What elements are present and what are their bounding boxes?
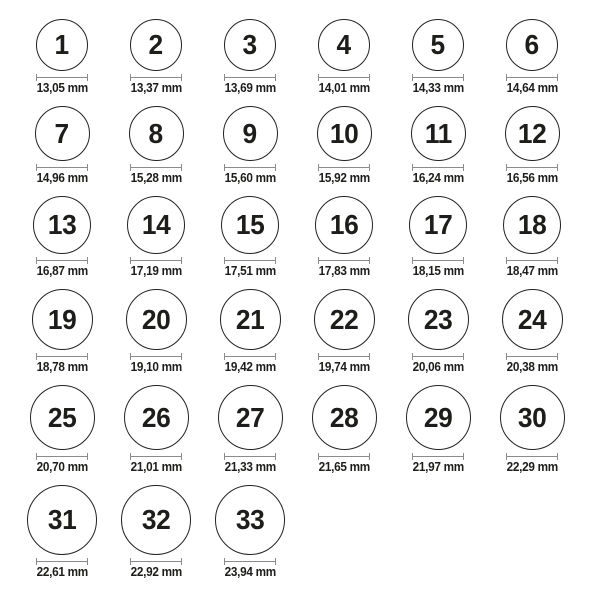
ring-size-cell bbox=[109, 385, 203, 473]
ring-size-number: 21 bbox=[235, 303, 265, 335]
ring-size-cell bbox=[203, 196, 297, 277]
ring-size-cell bbox=[203, 385, 297, 473]
diameter-dimension-line bbox=[318, 453, 370, 460]
diameter-label: 16,56 mm bbox=[506, 171, 558, 185]
ring-size-number: 11 bbox=[424, 117, 452, 149]
ring-circle bbox=[503, 196, 561, 254]
ring-size-cell bbox=[391, 289, 485, 373]
ring-row bbox=[15, 385, 579, 473]
ring-size-cell bbox=[485, 196, 579, 277]
ring-circle bbox=[406, 385, 471, 450]
ring-circle bbox=[27, 485, 97, 555]
ring-size-cell bbox=[109, 19, 203, 94]
ring-size-number: 17 bbox=[423, 209, 453, 240]
ring-circle bbox=[408, 289, 469, 350]
ring-size-cell bbox=[109, 289, 203, 373]
ring-circle bbox=[224, 19, 276, 71]
diameter-label: 17,83 mm bbox=[318, 264, 370, 278]
diameter-dimension-line bbox=[506, 74, 558, 81]
diameter-dimension-line bbox=[412, 74, 464, 81]
ring-size-cell bbox=[109, 485, 203, 578]
ring-size-cell bbox=[485, 289, 579, 373]
ring-size-number: 2 bbox=[148, 29, 164, 60]
ring-circle bbox=[130, 19, 182, 71]
diameter-dimension-line bbox=[506, 257, 558, 264]
diameter-dimension-line bbox=[318, 257, 370, 264]
diameter-dimension-line bbox=[130, 453, 182, 460]
ring-size-number: 20 bbox=[141, 303, 171, 335]
ring-size-number: 31 bbox=[47, 504, 77, 535]
ring-circle bbox=[312, 385, 377, 450]
diameter-label: 21,97 mm bbox=[412, 460, 464, 474]
diameter-dimension-line bbox=[318, 164, 370, 171]
ring-size-number: 3 bbox=[242, 29, 258, 60]
ring-circle bbox=[505, 106, 560, 161]
ring-size-number: 25 bbox=[47, 401, 77, 433]
ring-size-number: 7 bbox=[54, 117, 70, 149]
diameter-label: 15,60 mm bbox=[224, 171, 276, 185]
ring-size-number: 6 bbox=[524, 29, 540, 60]
diameter-label: 19,10 mm bbox=[130, 360, 182, 374]
ring-circle bbox=[220, 289, 281, 350]
diameter-dimension-line bbox=[130, 257, 182, 264]
ring-row bbox=[15, 485, 579, 578]
ring-size-cell bbox=[297, 19, 391, 94]
diameter-dimension-line bbox=[224, 558, 276, 565]
diameter-label: 14,96 mm bbox=[36, 171, 88, 185]
ring-row bbox=[15, 196, 579, 277]
ring-size-cell bbox=[391, 196, 485, 277]
ring-size-cell bbox=[485, 19, 579, 94]
diameter-label: 13,69 mm bbox=[224, 81, 276, 95]
diameter-label: 15,28 mm bbox=[130, 171, 182, 185]
diameter-dimension-line bbox=[130, 74, 182, 81]
ring-row bbox=[15, 106, 579, 184]
diameter-label: 22,92 mm bbox=[130, 565, 182, 579]
ring-size-cell bbox=[203, 485, 297, 578]
ring-size-number: 19 bbox=[47, 303, 77, 335]
ring-size-number: 24 bbox=[517, 303, 547, 335]
ring-size-number: 30 bbox=[517, 401, 547, 433]
ring-circle bbox=[124, 385, 189, 450]
diameter-dimension-line bbox=[224, 353, 276, 360]
ring-circle bbox=[318, 19, 370, 71]
ring-size-number: 32 bbox=[141, 504, 171, 535]
ring-circle bbox=[411, 106, 466, 161]
diameter-label: 19,74 mm bbox=[318, 360, 370, 374]
diameter-dimension-line bbox=[130, 164, 182, 171]
ring-circle bbox=[314, 289, 375, 350]
diameter-label: 22,29 mm bbox=[506, 460, 558, 474]
diameter-dimension-line bbox=[224, 74, 276, 81]
diameter-dimension-line bbox=[36, 74, 88, 81]
ring-size-cell bbox=[15, 19, 109, 94]
diameter-dimension-line bbox=[36, 257, 88, 264]
diameter-label: 22,61 mm bbox=[36, 565, 88, 579]
ring-circle bbox=[506, 19, 558, 71]
ring-circle bbox=[221, 196, 279, 254]
ring-circle bbox=[500, 385, 565, 450]
diameter-dimension-line bbox=[224, 257, 276, 264]
ring-circle bbox=[33, 196, 91, 254]
ring-circle bbox=[223, 106, 278, 161]
diameter-label: 14,64 mm bbox=[506, 81, 558, 95]
ring-size-cell bbox=[109, 196, 203, 277]
ring-size-number: 12 bbox=[517, 117, 547, 149]
ring-size-number: 14 bbox=[141, 209, 171, 240]
diameter-dimension-line bbox=[412, 453, 464, 460]
ring-size-cell bbox=[15, 196, 109, 277]
ring-size-cell bbox=[391, 19, 485, 94]
ring-size-cell bbox=[485, 106, 579, 184]
diameter-label: 16,87 mm bbox=[36, 264, 88, 278]
diameter-label: 20,70 mm bbox=[36, 460, 88, 474]
ring-size-number: 27 bbox=[235, 401, 265, 433]
ring-circle bbox=[218, 385, 283, 450]
diameter-label: 21,65 mm bbox=[318, 460, 370, 474]
ring-size-number: 22 bbox=[329, 303, 359, 335]
ring-circle bbox=[36, 19, 88, 71]
diameter-label: 18,15 mm bbox=[412, 264, 464, 278]
diameter-dimension-line bbox=[36, 453, 88, 460]
diameter-dimension-line bbox=[36, 558, 88, 565]
ring-size-number: 29 bbox=[423, 401, 453, 433]
diameter-label: 19,42 mm bbox=[224, 360, 276, 374]
ring-circle bbox=[30, 385, 95, 450]
ring-size-cell bbox=[203, 289, 297, 373]
ring-circle bbox=[215, 485, 285, 555]
diameter-dimension-line bbox=[130, 353, 182, 360]
ring-circle bbox=[412, 19, 464, 71]
ring-size-cell bbox=[485, 385, 579, 473]
ring-circle bbox=[121, 485, 191, 555]
diameter-label: 23,94 mm bbox=[224, 565, 276, 579]
diameter-dimension-line bbox=[412, 353, 464, 360]
diameter-label: 21,33 mm bbox=[224, 460, 276, 474]
ring-size-cell bbox=[391, 106, 485, 184]
ring-size-cell bbox=[203, 19, 297, 94]
ring-size-cell bbox=[297, 196, 391, 277]
diameter-label: 18,47 mm bbox=[506, 264, 558, 278]
diameter-label: 15,92 mm bbox=[318, 171, 370, 185]
ring-circle bbox=[32, 289, 93, 350]
ring-size-cell bbox=[297, 385, 391, 473]
ring-size-number: 26 bbox=[141, 401, 171, 433]
ring-size-number: 23 bbox=[423, 303, 453, 335]
ring-size-cell bbox=[15, 106, 109, 184]
diameter-label: 21,01 mm bbox=[130, 460, 182, 474]
diameter-dimension-line bbox=[506, 164, 558, 171]
diameter-dimension-line bbox=[130, 558, 182, 565]
diameter-dimension-line bbox=[224, 164, 276, 171]
diameter-dimension-line bbox=[412, 257, 464, 264]
ring-size-number: 10 bbox=[329, 117, 359, 149]
diameter-label: 18,78 mm bbox=[36, 360, 88, 374]
ring-row bbox=[15, 19, 579, 94]
ring-size-cell bbox=[297, 289, 391, 373]
ring-size-number: 15 bbox=[235, 209, 265, 240]
ring-circle bbox=[317, 106, 372, 161]
ring-circle bbox=[35, 106, 90, 161]
ring-circle bbox=[127, 196, 185, 254]
diameter-label: 17,19 mm bbox=[130, 264, 182, 278]
ring-circle bbox=[126, 289, 187, 350]
ring-size-cell bbox=[15, 485, 109, 578]
ring-size-number: 4 bbox=[336, 29, 352, 60]
ring-size-cell bbox=[391, 385, 485, 473]
ring-size-number: 16 bbox=[329, 209, 359, 240]
ring-circle bbox=[315, 196, 373, 254]
diameter-label: 14,01 mm bbox=[318, 81, 370, 95]
ring-size-cell bbox=[297, 106, 391, 184]
diameter-label: 13,05 mm bbox=[36, 81, 88, 95]
ring-circle bbox=[502, 289, 563, 350]
diameter-label: 16,24 mm bbox=[412, 171, 464, 185]
ring-row bbox=[15, 289, 579, 373]
ring-size-number: 13 bbox=[47, 209, 77, 240]
ring-size-number: 8 bbox=[148, 117, 164, 149]
diameter-dimension-line bbox=[36, 353, 88, 360]
diameter-label: 20,38 mm bbox=[506, 360, 558, 374]
ring-size-number: 28 bbox=[329, 401, 359, 433]
ring-size-number: 1 bbox=[54, 29, 70, 60]
ring-size-cell bbox=[203, 106, 297, 184]
ring-size-cell bbox=[15, 289, 109, 373]
diameter-dimension-line bbox=[224, 453, 276, 460]
diameter-dimension-line bbox=[506, 353, 558, 360]
ring-size-number: 33 bbox=[235, 504, 265, 535]
ring-size-cell bbox=[15, 385, 109, 473]
ring-size-number: 5 bbox=[430, 29, 446, 60]
diameter-dimension-line bbox=[36, 164, 88, 171]
ring-circle bbox=[409, 196, 467, 254]
diameter-dimension-line bbox=[318, 353, 370, 360]
diameter-dimension-line bbox=[506, 453, 558, 460]
diameter-label: 20,06 mm bbox=[412, 360, 464, 374]
ring-circle bbox=[129, 106, 184, 161]
diameter-label: 13,37 mm bbox=[130, 81, 182, 95]
diameter-label: 17,51 mm bbox=[224, 264, 276, 278]
diameter-dimension-line bbox=[318, 74, 370, 81]
diameter-dimension-line bbox=[412, 164, 464, 171]
ring-size-number: 9 bbox=[242, 117, 258, 149]
ring-size-cell bbox=[109, 106, 203, 184]
diameter-label: 14,33 mm bbox=[412, 81, 464, 95]
ring-size-number: 18 bbox=[517, 209, 547, 240]
